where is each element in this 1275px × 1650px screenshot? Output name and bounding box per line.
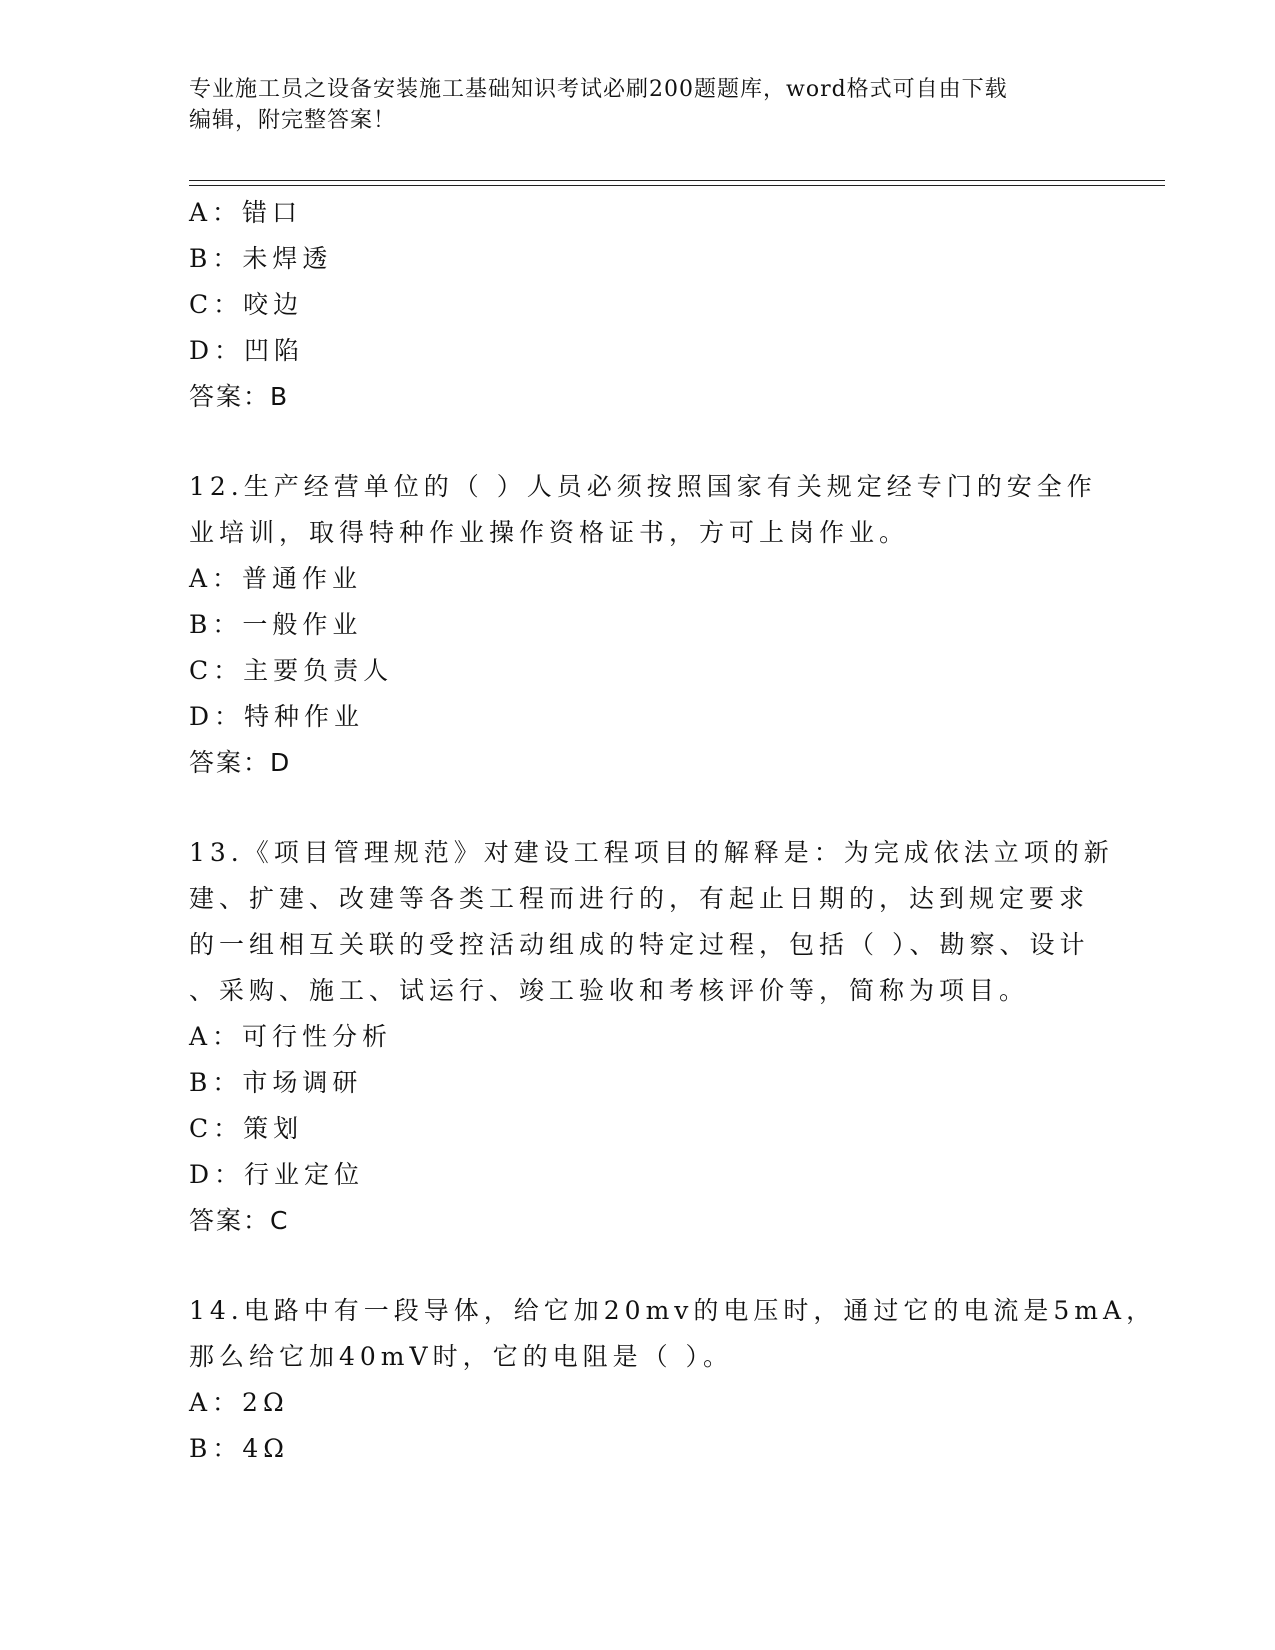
- question-text-line: 14.电路中有一段导体，给它加20mv的电压时，通过它的电流是5mA，: [189, 1296, 1157, 1325]
- question-text-line: 业培训，取得特种作业操作资格证书，方可上岗作业。: [189, 518, 910, 547]
- option-b: B：未焊透: [189, 244, 333, 273]
- question-12: [189, 464, 1097, 786]
- question-text-line: 12.生产经营单位的（ ）人员必须按照国家有关规定经专门的安全作: [189, 472, 1097, 501]
- document-header: [189, 74, 1089, 136]
- question-text-line: 的一组相互关联的受控活动组成的特定过程，包括（ ）、勘察、设计: [189, 930, 1090, 959]
- header-divider-bottom: [189, 185, 1165, 186]
- option-d: D：行业定位: [189, 1160, 365, 1189]
- spacer: [189, 420, 1089, 464]
- answer-line: 答案：D: [189, 748, 292, 777]
- header-line-2: 编辑，附完整答案！: [189, 108, 397, 133]
- option-d: D：特种作业: [189, 702, 365, 731]
- question-13: [189, 830, 1114, 1244]
- option-a: A：普通作业: [189, 564, 363, 593]
- spacer: [189, 1244, 1089, 1288]
- header-line-1: 专业施工员之设备安装施工基础知识考试必刷200题题库，word格式可自由下载: [189, 77, 1008, 102]
- option-a: A：2Ω: [189, 1388, 289, 1417]
- option-c: C：咬边: [189, 290, 304, 319]
- question-text-line: 、采购、施工、试运行、竣工验收和考核评价等，简称为项目。: [189, 976, 1030, 1005]
- answer-line: 答案：B: [189, 382, 290, 411]
- question-14: [189, 1288, 1157, 1472]
- spacer: [189, 786, 1089, 830]
- option-a: A：错口: [189, 198, 303, 227]
- option-b: B：一般作业: [189, 610, 363, 639]
- question-text-line: 建、扩建、改建等各类工程而进行的，有起止日期的，达到规定要求: [189, 884, 1090, 913]
- document-body: [189, 190, 1157, 1472]
- question-block-prev: [189, 190, 1089, 420]
- header-divider-top: [189, 180, 1165, 181]
- question-text-line: 那么给它加40mV时，它的电阻是（ ）。: [189, 1342, 734, 1371]
- option-b: B：4Ω: [189, 1434, 290, 1463]
- option-d: D：凹陷: [189, 336, 305, 365]
- answer-line: 答案：C: [189, 1206, 290, 1235]
- option-c: C：主要负责人: [189, 656, 394, 685]
- question-text-line: 13.《项目管理规范》对建设工程项目的解释是：为完成依法立项的新: [189, 838, 1114, 867]
- option-c: C：策划: [189, 1114, 304, 1143]
- option-a: A：可行性分析: [189, 1022, 393, 1051]
- option-b: B：市场调研: [189, 1068, 363, 1097]
